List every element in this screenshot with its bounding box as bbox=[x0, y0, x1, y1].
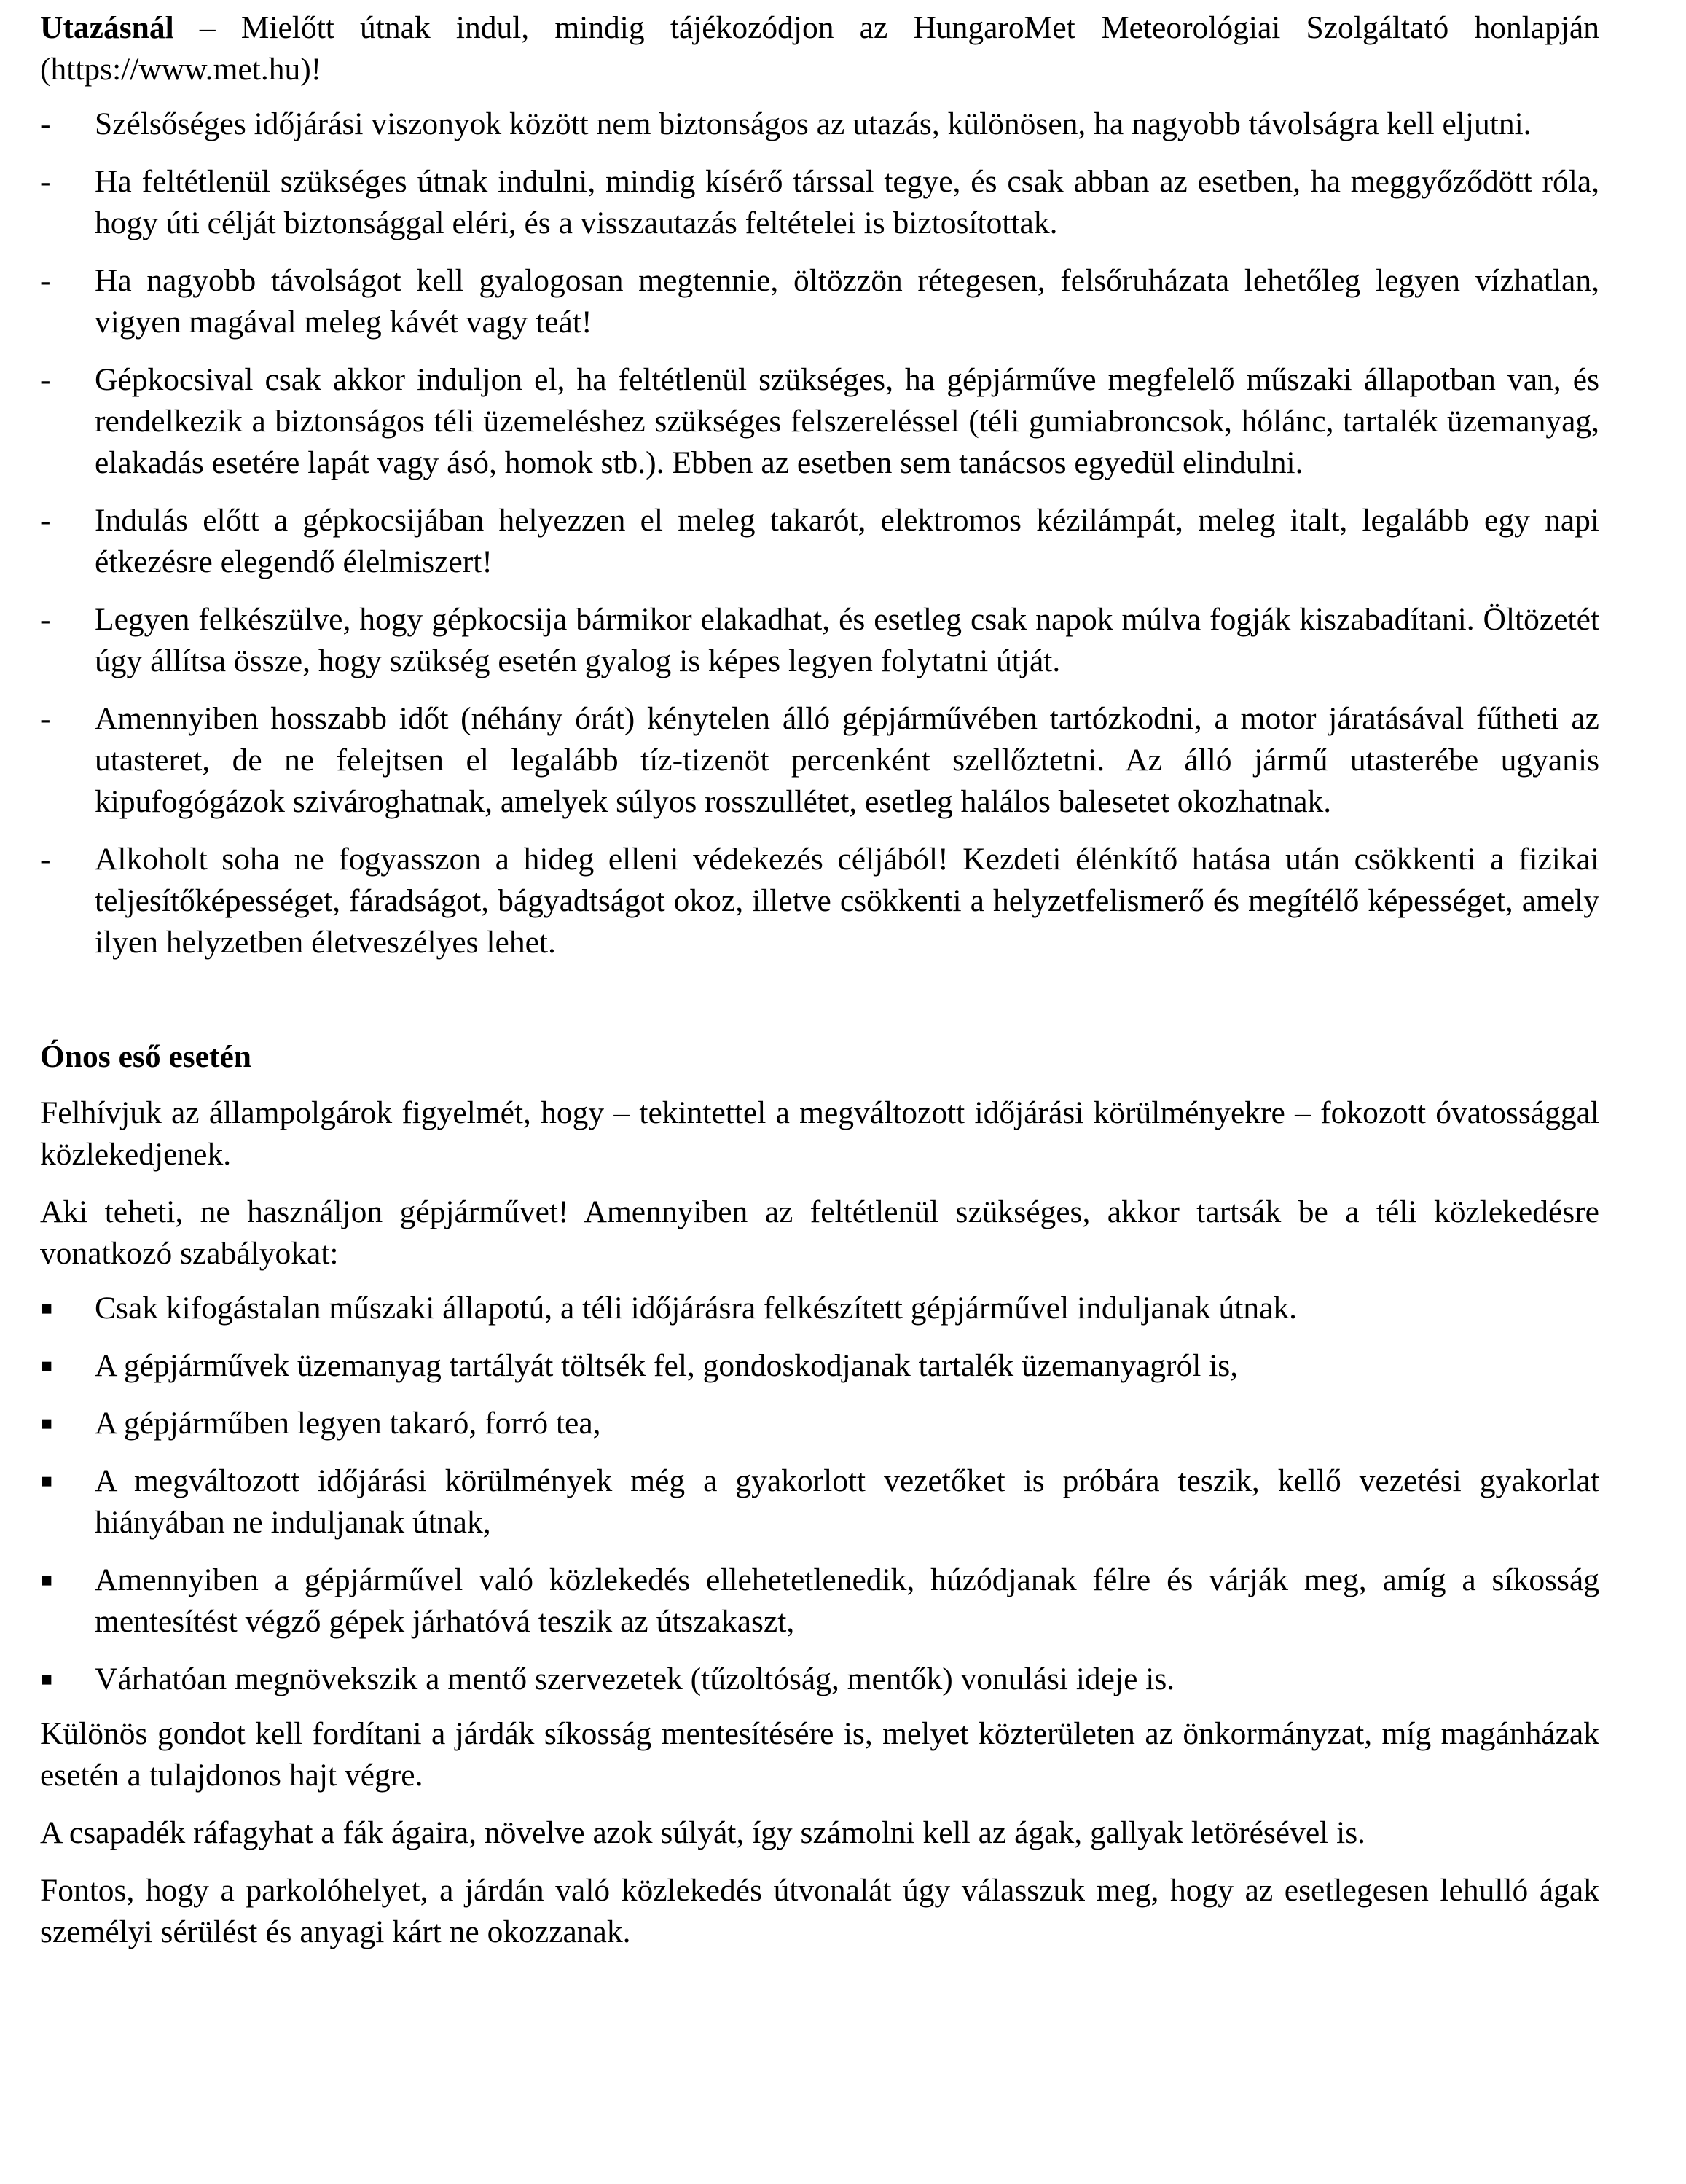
list-item bbox=[40, 103, 1599, 145]
list-item bbox=[40, 359, 1599, 484]
list-item-text: Alkoholt soha ne fogyasszon a hideg elleni védekezés céljából! Kezdeti élénkítő hatása után csökkenti a fizikai teljesítőképességet, fáradságot, bágyadtságot okoz, illetve csökkenti a helyzetfelismerő és megítélő képességet, amely ilyen helyzetben életveszélyes lehet. bbox=[95, 842, 1599, 960]
list-item bbox=[40, 1403, 1599, 1444]
list-item-text: Gépkocsival csak akkor induljon el, ha feltétlenül szükséges, ha gépjárműve megfelelő műszaki állapotban van, és rendelkezik a biztonságos téli üzemeléshez szükséges felszereléssel (téli gumiabroncsok, hólánc, tartalék üzemanyag, elakadás esetére lapát vagy ásó, homok stb.). Ebben az esetben sem tanácsos egyedül elindulni. bbox=[95, 362, 1599, 480]
square-bullet-icon: ▪ bbox=[40, 1470, 53, 1492]
freezing-rain-para-5: Fontos, hogy a parkolóhelyet, a járdán való közlekedés útvonalát úgy válasszuk meg, hogy az esetlegesen lehulló ágak személyi sérülést és anyagi kárt ne okozzanak. bbox=[40, 1873, 1599, 1949]
list-item bbox=[40, 1659, 1599, 1700]
dash-marker: - bbox=[40, 164, 51, 199]
square-bullet-icon: ▪ bbox=[40, 1412, 53, 1434]
travel-intro bbox=[40, 7, 1599, 90]
list-item bbox=[40, 1559, 1599, 1643]
list-item bbox=[40, 260, 1599, 343]
document-page bbox=[40, 7, 1599, 1969]
list-item-text: Legyen felkészülve, hogy gépkocsija bármikor elakadhat, és esetleg csak napok múlva fogják kiszabadítani. Öltözetét úgy állítsa össze, hogy szükség esetén gyalog is képes legyen folytatni útját. bbox=[95, 602, 1599, 678]
freezing-rain-para-1: Felhívjuk az állampolgárok figyelmét, hogy – tekintettel a megváltozott időjárási körülményekre – fokozott óvatossággal közlekedjenek. bbox=[40, 1095, 1599, 1172]
square-bullet-icon: ▪ bbox=[40, 1569, 53, 1591]
travel-intro-text: – Mielőtt útnak indul, mindig tájékozódjon az HungaroMet Meteorológiai Szolgáltató honlapján (https://www.met.hu)! bbox=[40, 10, 1599, 87]
square-bullet-icon: ▪ bbox=[40, 1355, 53, 1377]
dash-marker: - bbox=[40, 701, 51, 736]
list-item bbox=[40, 500, 1599, 583]
list-item-text: Amennyiben hosszabb időt (néhány órát) kénytelen álló gépjárművében tartózkodni, a motor járatásával fűtheti az utasteret, de ne felejtsen el legalább tíz-tizenöt percenként szellőztetni. Az álló jármű utasterébe ugyanis kipufogógázok szivároghatnak, amelyek súlyos rosszullétet, esetleg halálos balesetet okozhatnak. bbox=[95, 701, 1599, 819]
dash-marker: - bbox=[40, 263, 51, 298]
list-item-text: Ha feltétlenül szükséges útnak indulni, mindig kísérő társsal tegye, és csak abban az esetben, ha meggyőződött róla, hogy úti célját biztonsággal eléri, és a visszautazás feltételei is biztosítottak. bbox=[95, 164, 1599, 240]
list-item bbox=[40, 161, 1599, 244]
list-item-text: Csak kifogástalan műszaki állapotú, a téli időjárásra felkészített gépjárművel induljanak útnak. bbox=[95, 1291, 1298, 1326]
list-item bbox=[40, 839, 1599, 963]
list-item-text: A gépjárműben legyen takaró, forró tea, bbox=[95, 1406, 601, 1441]
list-item bbox=[40, 698, 1599, 823]
list-item-text: Várhatóan megnövekszik a mentő szervezetek (tűzoltóság, mentők) vonulási ideje is. bbox=[95, 1662, 1175, 1696]
dash-marker: - bbox=[40, 106, 51, 141]
freezing-rain-para-4: A csapadék ráfagyhat a fák ágaira, növelve azok súlyát, így számolni kell az ágak, gallyak letörésével is. bbox=[40, 1815, 1366, 1850]
dash-marker: - bbox=[40, 362, 51, 397]
list-item-text: Amennyiben a gépjárművel való közlekedés ellehetetlenedik, húzódjanak félre és várják meg, amíg a síkosság mentesítést végző gépek járhatóvá teszik az útszakaszt, bbox=[95, 1562, 1599, 1639]
list-item-text: Szélsőséges időjárási viszonyok között nem biztonságos az utazás, különösen, ha nagyobb távolságra kell eljutni. bbox=[95, 106, 1532, 141]
winter-rules-list bbox=[40, 1288, 1599, 1700]
list-item-text: A megváltozott időjárási körülmények még a gyakorlott vezetőket is próbára teszik, kellő vezetési gyakorlat hiányában ne induljanak útnak, bbox=[95, 1463, 1599, 1540]
freezing-rain-para-2: Aki teheti, ne használjon gépjárművet! Amennyiben az feltétlenül szükséges, akkor tartsák be a téli közlekedésre vonatkozó szabályokat: bbox=[40, 1194, 1599, 1271]
list-item-text: Ha nagyobb távolságot kell gyalogosan megtennie, öltözzön rétegesen, felsőruházata lehetőleg legyen vízhatlan, vigyen magával meleg kávét vagy teát! bbox=[95, 263, 1599, 340]
list-item bbox=[40, 599, 1599, 682]
dash-marker: - bbox=[40, 503, 51, 538]
square-bullet-icon: ▪ bbox=[40, 1668, 53, 1690]
list-item bbox=[40, 1460, 1599, 1543]
freezing-rain-heading: Ónos eső esetén bbox=[40, 1039, 251, 1074]
square-bullet-icon: ▪ bbox=[40, 1297, 53, 1319]
list-item bbox=[40, 1288, 1599, 1329]
list-item bbox=[40, 1345, 1599, 1387]
travel-heading: Utazásnál bbox=[40, 10, 174, 45]
dash-marker: - bbox=[40, 602, 51, 637]
freezing-rain-para-3: Különös gondot kell fordítani a járdák síkosság mentesítésére is, melyet közterületen az önkormányzat, míg magánházak esetén a tulajdonos hajt végre. bbox=[40, 1716, 1599, 1793]
dash-marker: - bbox=[40, 842, 51, 877]
travel-advice-list bbox=[40, 103, 1599, 963]
list-item-text: A gépjárművek üzemanyag tartályát töltsék fel, gondoskodjanak tartalék üzemanyagról is, bbox=[95, 1348, 1239, 1383]
list-item-text: Indulás előtt a gépkocsijában helyezzen el meleg takarót, elektromos kézilámpát, meleg italt, legalább egy napi étkezésre elegendő élelmiszert! bbox=[95, 503, 1599, 579]
